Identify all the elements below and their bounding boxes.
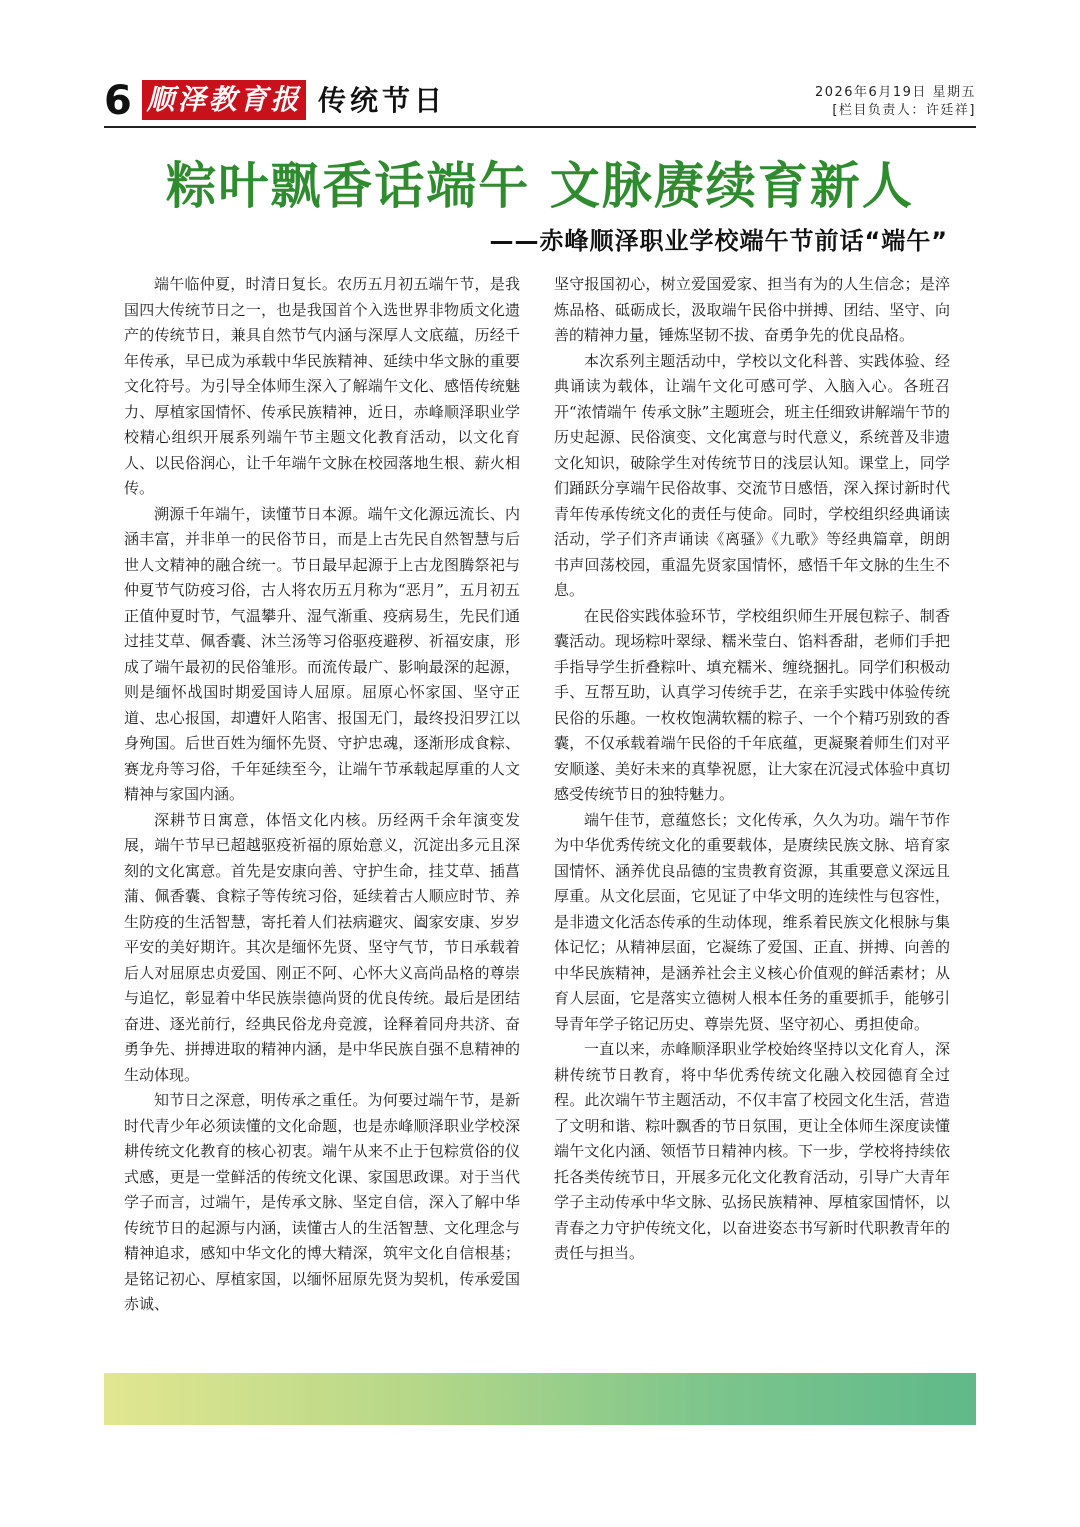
column-editor: [栏目负责人：许廷祥] <box>832 103 976 118</box>
article-column-right <box>554 272 950 1267</box>
paragraph: 端午佳节，意蕴悠长；文化传承，久久为功。端午节作为中华优秀传统文化的重要载体，是赓续民族文脉、培育家国情怀、涵养优良品德的宝贵教育资源，其重要意义深远且厚重。从文化层面，它见证了中华文明的连续性与包容性，是非遗文化活态传承的生动体现，维系着民族文化根脉与集体记忆；从精神层面，它凝练了爱国、正直、拼搏、向善的中华民族精神，是涵养社会主义核心价值观的鲜活素材；从育人层面，它是落实立德树人根本任务的重要抓手，能够引导青年学子铭记历史、尊崇先贤、坚守初心、勇担使命。 <box>554 810 950 1033</box>
paragraph: 一直以来，赤峰顺泽职业学校始终坚持以文化育人，深耕传统节日教育，将中华优秀传统文化融入校园德育全过程。此次端午节主题活动，不仅丰富了校园文化生活，营造了文明和谐、粽叶飘香的节日氛围，更让全体师生深度读懂端午文化内涵、领悟节日精神内核。下一步，学校将持续依托各类传统节日，开展多元化文化教育活动，引导广大青年学子主动传承中华文脉、弘扬民族精神、厚植家国情怀，以青春之力守护传统文化，以奋进姿态书写新时代职教青年的责任与担当。 <box>554 1040 950 1262</box>
paragraph: 知节日之深意，明传承之重任。为何要过端午节，是新时代青少年必须读懂的文化命题，也是赤峰顺泽职业学校深耕传统文化教育的核心初衷。端午从来不止于包粽赏俗的仪式感，更是一堂鲜活的传统文化课、家国思政课。对于当代学子而言，过端午，是传承文脉、坚定自信，深入了解中华传统节日的起源与内涵，读懂古人的生活智慧、文化理念与精神追求，感知中华文化的博大精深，筑牢文化自信根基；是铭记初心、厚植家国，以缅怀屈原先贤为契机，传承爱国赤诚、 <box>124 1091 520 1313</box>
paragraph: 深耕节日寓意，体悟文化内核。历经两千余年演变发展，端午节早已超越驱疫祈福的原始意义，沉淀出多元且深刻的文化寓意。首先是安康向善、守护生命，挂艾草、插菖蒲、佩香囊、食粽子等传统习俗，延续着古人顺应时节、养生防疫的生活智慧，寄托着人们祛病避灾、阖家安康、岁岁平安的美好期许。其次是缅怀先贤、坚守气节，节日承载着后人对屈原忠贞爱国、刚正不阿、心怀大义高尚品格的尊崇与追忆，彰显着中华民族崇德尚贤的优良传统。最后是团结奋进、逐光前行，经典民俗龙舟竞渡，诠释着同舟共济、奋勇争先、拼搏进取的精神内涵，是中华民族自强不息精神的生动体现。 <box>124 810 520 1084</box>
issue-date: 2026年6月19日 星期五 <box>814 85 976 100</box>
paragraph: 本次系列主题活动中，学校以文化科普、实践体验、经典诵读为载体，让端午文化可感可学、入脑入心。各班召开“浓情端午 传承文脉”主题班会，班主任细致讲解端午节的历史起源、民俗演变、文化寓意与时代意义，系统普及非遗文化知识，破除学生对传统节日的浅层认知。课堂上，同学们踊跃分享端午民俗故事、交流节日感悟，深入探讨新时代青年传承传统文化的责任与使命。同时，学校组织经典诵读活动，学子们齐声诵读《离骚》《九歌》等经典篇章，朗朗书声回荡校园，重温先贤家国情怀，感悟千年文脉的生生不息。 <box>554 351 950 599</box>
article-column-left <box>124 272 520 1318</box>
paragraph: 坚守报国初心，树立爱国爱家、担当有为的人生信念；是淬炼品格、砥砺成长，汲取端午民俗中拼搏、团结、坚守、向善的精神力量，锤炼坚韧不拔、奋勇争先的优良品格。 <box>554 275 950 344</box>
article-subtitle: ——赤峰顺泽职业学校端午节前话“端午” <box>489 227 948 255</box>
newspaper-logo: 顺泽教育报 <box>142 80 306 120</box>
page-number: 6 <box>104 78 132 124</box>
issue-meta <box>815 84 976 120</box>
article-title: 粽叶飘香话端午 文脉赓续育新人 <box>166 157 914 215</box>
paragraph: 端午临仲夏，时清日复长。农历五月初五端午节，是我国四大传统节日之一，也是我国首个入选世界非物质文化遗产的传统节日，兼具自然节气内涵与深厚人文底蕴，历经千年传承，早已成为承载中华民族精神、延续中华文脉的重要文化符号。为引导全体师生深入了解端午文化、感悟传统魅力、厚植家国情怀、传承民族精神，近日，赤峰顺泽职业学校精心组织开展系列端午节主题文化教育活动，以文化育人、以民俗润心，让千年端午文脉在校园落地生根、薪火相传。 <box>124 275 520 497</box>
header-divider <box>104 126 976 128</box>
paragraph: 溯源千年端午，读懂节日本源。端午文化源远流长、内涵丰富，并非单一的民俗节日，而是上古先民自然智慧与后世人文精神的融合统一。节日最早起源于上古龙图腾祭祀与仲夏节气防疫习俗，古人将农历五月称为“恶月”，五月初五正值仲夏时节，气温攀升、湿气渐重、疫病易生，先民们通过挂艾草、佩香囊、沐兰汤等习俗驱疫避秽、祈福安康，形成了端午最初的民俗雏形。而流传最广、影响最深的起源，则是缅怀战国时期爱国诗人屈原。屈原心怀家国、坚守正道、忠心报国，却遭奸人陷害、报国无门，最终投汨罗江以身殉国。后世百姓为缅怀先贤、守护忠魂，逐渐形成食粽、赛龙舟等习俗，千年延续至今，让端午节承载起厚重的人文精神与家国内涵。 <box>124 504 520 803</box>
section-title: 传统节日 <box>318 84 447 117</box>
paragraph: 在民俗实践体验环节，学校组织师生开展包粽子、制香囊活动。现场粽叶翠绿、糯米莹白、馅料香甜，老师们手把手指导学生折叠粽叶、填充糯米、缠绕捆扎。同学们积极动手、互帮互助，认真学习传统手艺，在亲手实践中体验传统民俗的乐趣。一枚枚饱满软糯的粽子、一个个精巧别致的香囊，不仅承载着端午民俗的千年底蕴，更凝聚着师生们对平安顺遂、美好未来的真挚祝愿，让大家在沉浸式体验中真切感受传统节日的独特魅力。 <box>554 606 950 803</box>
footer-gradient-band <box>104 1373 976 1425</box>
masthead <box>104 78 976 122</box>
